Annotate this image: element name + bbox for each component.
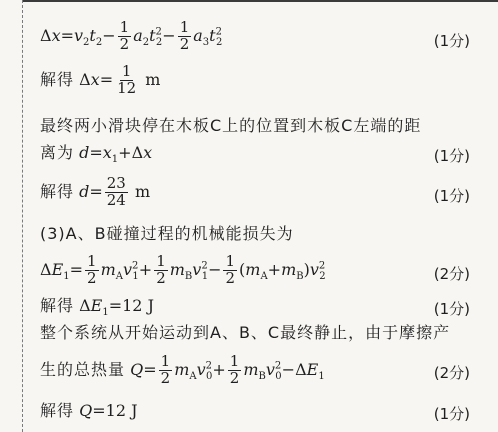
text-prefix: 生的总热量	[40, 359, 126, 379]
score-label: (1分)	[433, 147, 470, 165]
equation-energy-loss: $\Delta E_1=$ $\frac{1}{2}$ $m_Av^2_1+$ $\frac{1}{2}$ $m_Bv^2_1-$ $\frac{1}{2}$ $(m_A+m_B)v^2_2$	[40, 252, 326, 287]
score-label: (1分)	[433, 32, 470, 50]
margin-dashed-line	[22, 0, 23, 432]
score-label: (2分)	[433, 265, 470, 283]
page-top-edge	[22, 0, 498, 2]
unit-m: m	[145, 69, 161, 89]
result-prefix: 解得	[40, 69, 75, 89]
equation-delta-x: $\Delta x=v_2t_2-$ $\frac{1}{2}$ $a_2t^2_2-$ $\frac{1}{2}$ $a_3t^2_2$	[40, 18, 223, 53]
equation-heat: 生的总热量 Q= $\frac{1}{2}$ $m_Av^2_0+$ $\frac{1}{2}$ $m_Bv^2_0-\Delta E_1$	[40, 352, 325, 387]
text-line: 整个系统从开始运动到A、B、C最终静止，由于摩擦产	[40, 323, 451, 342]
unit-m: m	[134, 181, 151, 201]
result-prefix: 解得	[40, 181, 75, 201]
text-line: (3)A、B碰撞过程的机械能损失为	[40, 224, 294, 243]
result-delta-x: 解得 Δx= $\frac{1}{12}$ m	[40, 62, 161, 97]
result-energy-loss: 解得 $\Delta E_1=12$ J	[40, 296, 154, 319]
score-label: (1分)	[433, 405, 470, 423]
text-prefix: 离为	[40, 143, 75, 162]
result-prefix: 解得	[40, 296, 75, 315]
score-label: (2分)	[433, 364, 470, 382]
score-label: (1分)	[433, 187, 470, 205]
result-prefix: 解得	[40, 401, 75, 420]
text-line: 最终两小滑块停在木板C上的位置到木板C左端的距	[40, 116, 422, 135]
result-heat: 解得 Q=12 J	[40, 401, 138, 420]
score-label: (1分)	[433, 300, 470, 318]
equation-d: 离为 $d=x_1+\Delta x$	[40, 143, 153, 166]
result-d: 解得 d= $\frac{23}{24}$ m	[40, 174, 151, 209]
